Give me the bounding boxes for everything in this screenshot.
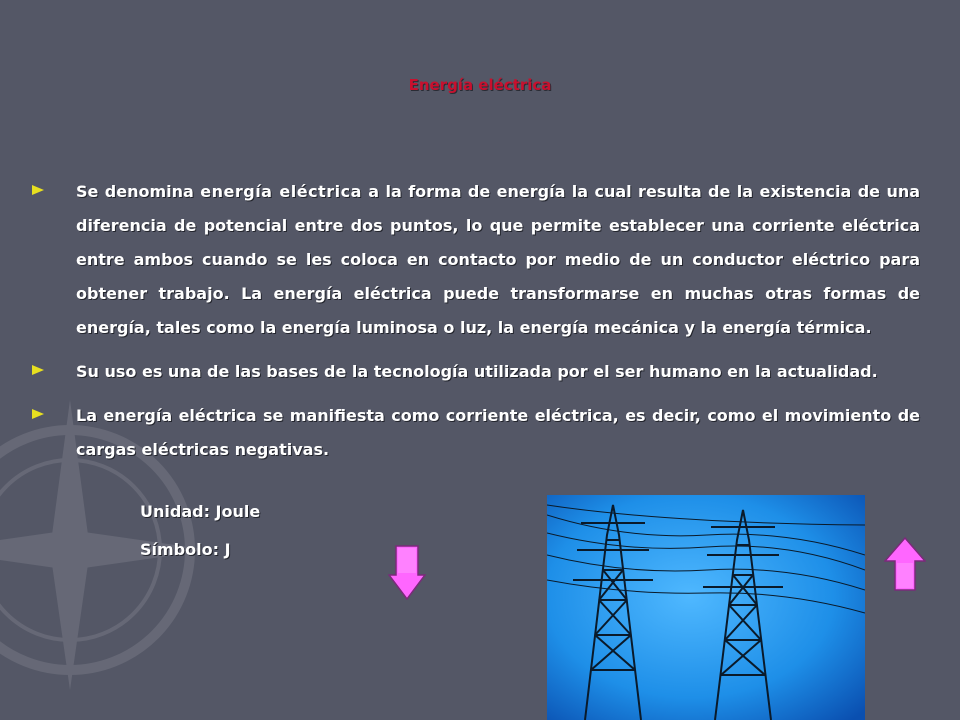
slide-title: Energía eléctrica: [408, 76, 552, 94]
bullet-item: [32, 355, 920, 389]
triangle-right-icon: [32, 409, 44, 419]
triangle-right-icon: [32, 185, 44, 195]
bullet-text: [76, 175, 920, 345]
bullet-list: [32, 175, 920, 477]
arrow-down-icon[interactable]: [388, 545, 426, 600]
bullet-text-emphasis: energía eléctrica: [200, 182, 362, 201]
bullet-text: La energía eléctrica se manifiesta como corriente eléctrica, es decir, como el movimiento de cargas eléctricas negativas.: [76, 406, 920, 459]
arrow-up-icon[interactable]: [884, 537, 926, 591]
symbol-label: Símbolo: J: [140, 540, 231, 559]
unit-label: Unidad: Joule: [140, 502, 261, 521]
bullet-item: [32, 399, 920, 467]
bullet-text-pre: Se denomina: [76, 182, 201, 201]
bullet-text: Su uso es una de las bases de la tecnología utilizada por el ser humano en la actualidad.: [76, 362, 878, 381]
triangle-right-icon: [32, 365, 44, 375]
bullet-text-post: a la forma de energía la cual resulta de la existencia de una diferencia de potencial entre dos puntos, lo que permite establecer una corriente eléctrica entre ambos cuando se les coloca en contacto por medio de un conductor eléctrico para obtener trabajo. La energía eléctrica puede transformarse en muchas otras formas de energía, tales como la energía luminosa o luz, la energía mecánica y la energía térmica.: [76, 182, 921, 337]
bullet-item: [32, 175, 920, 345]
power-towers-image: [547, 495, 865, 720]
